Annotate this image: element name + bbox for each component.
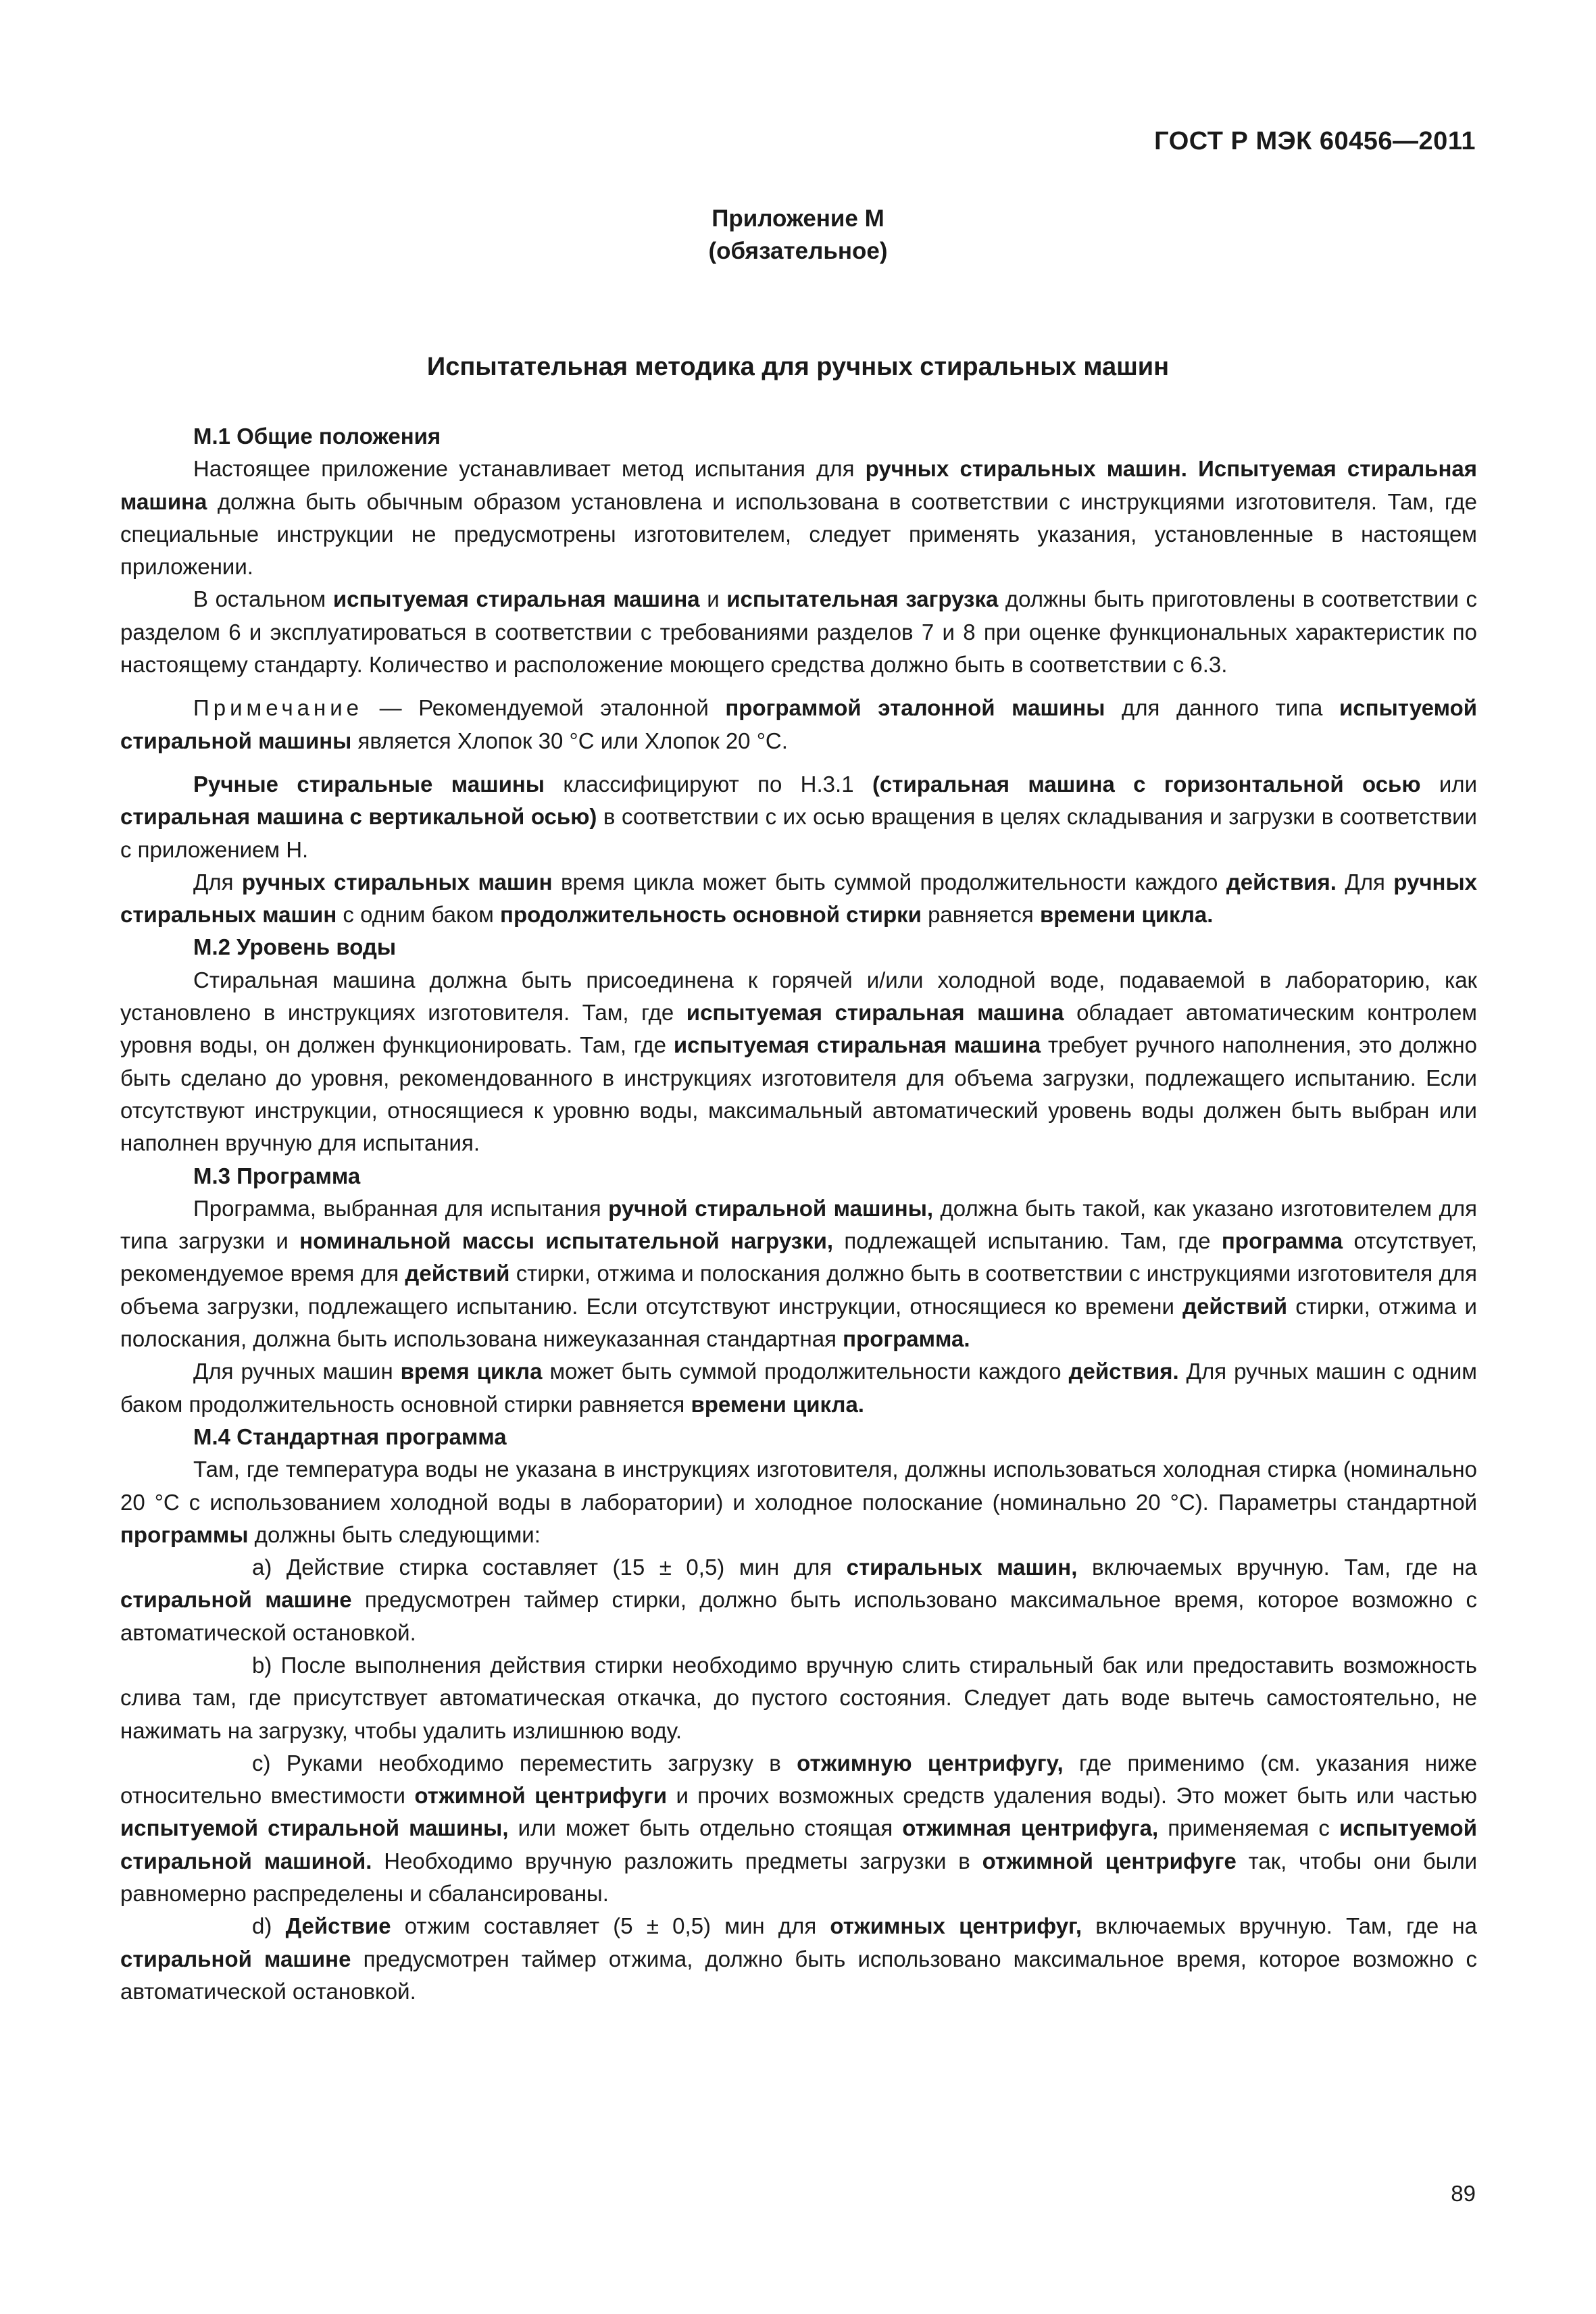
paragraph-m1-1: Настоящее приложение устанавливает метод испытания для ручных стиральных машин. Испытуемая стиральная машина должна быть обычным образом установлена и использована в соответствии с инструкциями изготовителя. Там, где специальные инструкции не предусмотрены изготовителем, следует применять указания, установленные в настоящем приложении. [120,456,1477,580]
paragraph-m1-3: Ручные стиральные машины классифицируют по Н.3.1 (стиральная машина с горизонтальной осью или стиральная машина с вертикальной осью) в соответствии с их осью вращения в целях складывания и загрузки в соответствии с приложением Н. [120,771,1478,862]
section-heading-m3: М.3 Программа [193,1163,361,1188]
section-heading-m2: М.2 Уровень воды [193,934,397,960]
paragraph-m3-1: Программа, выбранная для испытания ручной стиральной машины, должна быть такой, как указано изготовителем для типа загрузки и номинальной массы испытательной нагрузки, подлежащей испытанию. Там, где программа отсутствует, рекомендуемое время для действий стирки, отжима и полоскания должно быть в соответствии с инструкциями изготовителя для объема загрузки, подлежащего испытанию. Если отсутствуют инструкции, относящиеся ко времени действий стирки, отжима и полоскания, должна быть использована нижеуказанная стандартная программа. [120,1195,1478,1352]
note-label: Примечание [193,695,364,721]
list-item-m4-d: d) Действие отжим составляет (5 ± 0,5) мин для отжимных центрифуг, включаемых вручную. Там, где на стиральной машине предусмотрен таймер отжима, должно быть использовано максимальное время, которое возможно с автоматической остановкой. [120,1913,1478,2004]
paragraph-m1-4: Для ручных стиральных машин время цикла может быть суммой продолжительности каждого действия. Для ручных стиральных машин с одним баком продолжительность основной стирки равняется времени цикла. [120,869,1477,928]
document-title: Испытательная методика для ручных стиральных машин [426,353,1170,381]
document-body [120,420,1477,2008]
paragraph-m4-1: Там, где температура воды не указана в инструкциях изготовителя, должны использоваться холодная стирка (номинально 20 °С с использованием холодной воды в лаборатории) и холодное полоскание (номинально 20 °С). Параметры стандартной программы должны быть следующими: [120,1457,1477,1547]
list-item-m4-a: а) Действие стирка составляет (15 ± 0,5) мин для стиральных машин, включаемых вручную. Там, где на стиральной машине предусмотрен таймер стирки, должно быть использовано максимальное время, которое возможно с автоматической остановкой. [120,1555,1477,1645]
section-heading-m1: М.1 Общие положения [193,424,441,449]
paragraph-m1-2: В остальном испытуемая стиральная машина и испытательная загрузка должны быть приготовлены в соответствии с разделом 6 и эксплуатироваться в соответствии с требованиями разделов 7 и 8 при оценке функциональных характеристик по настоящему стандарту. Количество и расположение моющего средства должно быть в соответствии с 6.3. [120,586,1477,678]
document-code: ГОСТ Р МЭК 60456—2011 [1154,127,1476,155]
list-item-m4-c: с) Руками необходимо переместить загрузку в отжимную центрифугу, где применимо (см. указания ниже относительно вместимости отжимной центрифуги и прочих возможных средств удаления воды). Это может быть или частью испытуемой стиральной машины, или может быть отдельно стоящая отжимная центрифуга, применяемая с испытуемой стиральной машиной. Необходимо вручную разложить предметы загрузки в отжимной центрифуге так, чтобы они были равномерно распределены и сбалансированы. [120,1750,1478,1907]
appendix-status: (обязательное) [708,238,888,264]
section-heading-m4: М.4 Стандартная программа [193,1424,507,1449]
appendix-header [0,203,1596,268]
paragraph-m2-1: Стиральная машина должна быть присоединена к горячей и/или холодной воде, подаваемой в лабораторию, как установлено в инструкциях изготовителя. Там, где испытуемая стиральная машина обладает автоматическим контролем уровня воды, он должен функционировать. Там, где испытуемая стиральная машина требует ручного наполнения, это должно быть сделано до уровня, рекомендованного в инструкциях изготовителя для объема загрузки, подлежащего испытанию. Если отсутствуют инструкции, относящиеся к уровню воды, максимальный автоматический уровень воды должен быть выбран или наполнен вручную для испытания. [120,967,1477,1156]
paragraph-m3-2: Для ручных машин время цикла может быть суммой продолжительности каждого действия. Для ручных машин с одним баком продолжительность основной стирки равняется времени цикла. [120,1359,1477,1417]
list-item-m4-b: b) После выполнения действия стирки необходимо вручную слить стиральный бак или предоставить возможность слива там, где присутствует автоматическая откачка, до пустого состояния. Следует дать воде вытечь самостоятельно, не нажимать на загрузку, чтобы удалить излишнюю воду. [120,1652,1477,1743]
page-number: 89 [1451,2181,1476,2206]
appendix-title: Приложение М [712,205,884,232]
note-m1: Примечание — Рекомендуемой эталонной программой эталонной машины для данного типа испытуемой стиральной машины является Хлопок 30 °С или Хлопок 20 °С. [120,695,1478,753]
